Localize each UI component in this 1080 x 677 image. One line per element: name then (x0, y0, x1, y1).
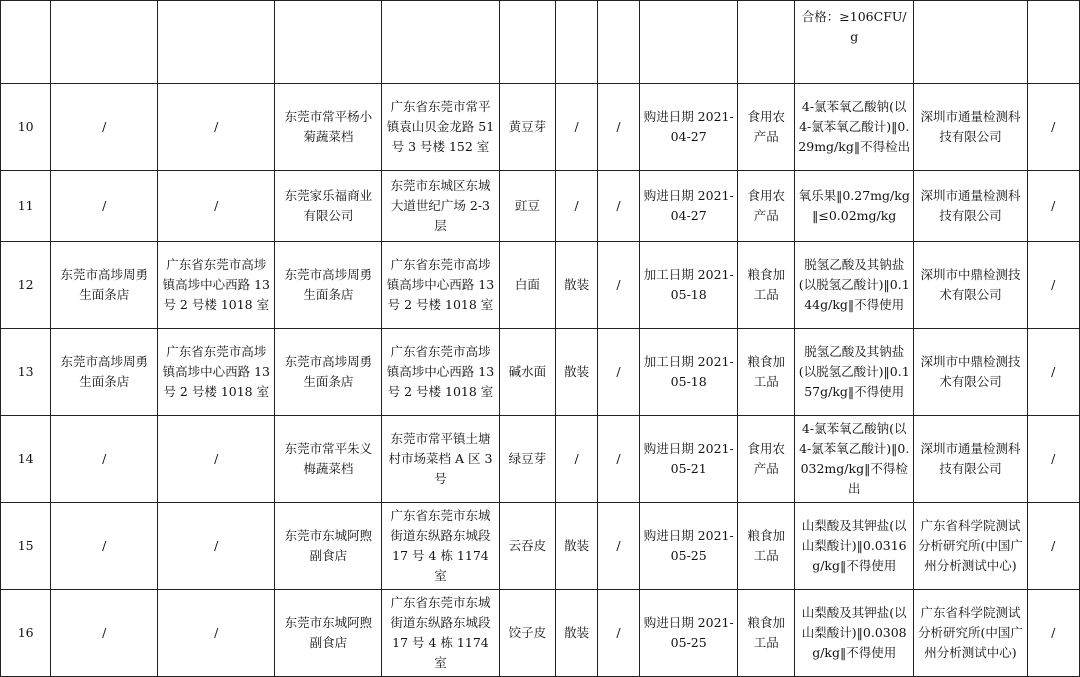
cell-lab (914, 1, 1027, 84)
cell-seller-address: 东莞市东城区东城大道世纪广场 2-3 层 (382, 171, 499, 242)
cell-seller-address: 广东省东莞市东城街道东纵路东城段 17 号 4 栋 1174 室 (382, 503, 499, 590)
cell-seller-address (382, 1, 499, 84)
cell-seller (275, 1, 382, 84)
cell-spec: / (556, 416, 598, 503)
cell-remark: / (1027, 242, 1079, 329)
cell-seller: 东莞市常平杨小菊蔬菜档 (275, 84, 382, 171)
cell-category: 粮食加工品 (738, 242, 795, 329)
cell-remark: / (1027, 416, 1079, 503)
cell-remark: / (1027, 171, 1079, 242)
cell-item: 脱氢乙酸及其钠盐(以脱氢乙酸计)‖0.144g/kg‖不得使用 (795, 242, 914, 329)
cell-date: 加工日期 2021-05-18 (639, 329, 737, 416)
cell-category: 食用农产品 (738, 416, 795, 503)
cell-spec: 散装 (556, 329, 598, 416)
cell-seller: 东莞市常平朱义梅蔬菜档 (275, 416, 382, 503)
cell-producer-address: / (158, 171, 275, 242)
cell-no: 15 (1, 503, 51, 590)
cell-lab: 深圳市通量检测科技有限公司 (914, 416, 1027, 503)
cell-lab: 深圳市通量检测科技有限公司 (914, 84, 1027, 171)
cell-product: 豇豆 (499, 171, 556, 242)
cell-brand: / (598, 590, 640, 677)
cell-producer (51, 1, 158, 84)
cell-producer: / (51, 171, 158, 242)
cell-item: 山梨酸及其钾盐(以山梨酸计)‖0.0308g/kg‖不得使用 (795, 590, 914, 677)
cell-item: 4-氯苯氧乙酸钠(以 4-氯苯氧乙酸计)‖0.032mg/kg‖不得检出 (795, 416, 914, 503)
table-row (1, 242, 1080, 329)
cell-seller-address: 广东省东莞市东城街道东纵路东城段 17 号 4 栋 1174 室 (382, 590, 499, 677)
cell-producer-address: / (158, 84, 275, 171)
table-row (1, 84, 1080, 171)
cell-brand: / (598, 171, 640, 242)
cell-remark: / (1027, 329, 1079, 416)
cell-producer-address: 广东省东莞市高埗镇高埗中心西路 13 号 2 号楼 1018 室 (158, 242, 275, 329)
table-row-continued (1, 1, 1080, 84)
cell-date: 购进日期 2021-04-27 (639, 171, 737, 242)
cell-lab: 深圳市通量检测科技有限公司 (914, 171, 1027, 242)
cell-remark: / (1027, 590, 1079, 677)
cell-brand: / (598, 242, 640, 329)
cell-product: 云吞皮 (499, 503, 556, 590)
cell-producer-address: / (158, 590, 275, 677)
cell-date: 购进日期 2021-05-25 (639, 503, 737, 590)
cell-seller-address: 东莞市常平镇土塘村市场菜档 A 区 3 号 (382, 416, 499, 503)
table-row (1, 171, 1080, 242)
table-row (1, 590, 1080, 677)
cell-spec: / (556, 84, 598, 171)
table-row (1, 329, 1080, 416)
cell-spec: 散装 (556, 503, 598, 590)
cell-seller: 东莞市东城阿煦副食店 (275, 503, 382, 590)
cell-brand: / (598, 329, 640, 416)
cell-producer: / (51, 503, 158, 590)
cell-item: 氧乐果‖0.27mg/kg‖≤0.02mg/kg (795, 171, 914, 242)
cell-category: 粮食加工品 (738, 590, 795, 677)
cell-producer-address: / (158, 503, 275, 590)
cell-spec: / (556, 171, 598, 242)
cell-product: 绿豆芽 (499, 416, 556, 503)
cell-product: 饺子皮 (499, 590, 556, 677)
cell-producer: / (51, 84, 158, 171)
cell-product (499, 1, 556, 84)
cell-no: 13 (1, 329, 51, 416)
cell-producer: 东莞市高埗周勇生面条店 (51, 242, 158, 329)
cell-producer: / (51, 416, 158, 503)
cell-item: 山梨酸及其钾盐(以山梨酸计)‖0.0316g/kg‖不得使用 (795, 503, 914, 590)
cell-remark (1027, 1, 1079, 84)
cell-no: 11 (1, 171, 51, 242)
cell-product: 碱水面 (499, 329, 556, 416)
cell-spec (556, 1, 598, 84)
cell-date: 加工日期 2021-05-18 (639, 242, 737, 329)
cell-lab: 深圳市中鼎检测技术有限公司 (914, 329, 1027, 416)
cell-result: 合格：≥106CFU/g (795, 1, 914, 84)
cell-no: 12 (1, 242, 51, 329)
cell-seller-address: 广东省东莞市高埗镇高埗中心西路 13 号 2 号楼 1018 室 (382, 329, 499, 416)
cell-category: 粮食加工品 (738, 503, 795, 590)
cell-category (738, 1, 795, 84)
cell-date (639, 1, 737, 84)
cell-seller: 东莞家乐福商业有限公司 (275, 171, 382, 242)
cell-brand: / (598, 84, 640, 171)
cell-lab: 广东省科学院测试分析研究所(中国广州分析测试中心) (914, 503, 1027, 590)
cell-seller: 东莞市东城阿煦副食店 (275, 590, 382, 677)
table-row (1, 503, 1080, 590)
cell-lab: 广东省科学院测试分析研究所(中国广州分析测试中心) (914, 590, 1027, 677)
cell-seller-address: 广东省东莞市高埗镇高埗中心西路 13 号 2 号楼 1018 室 (382, 242, 499, 329)
cell-date: 购进日期 2021-04-27 (639, 84, 737, 171)
cell-brand: / (598, 503, 640, 590)
cell-producer-address: 广东省东莞市高埗镇高埗中心西路 13 号 2 号楼 1018 室 (158, 329, 275, 416)
cell-product: 黄豆芽 (499, 84, 556, 171)
cell-item: 4-氯苯氧乙酸钠(以 4-氯苯氧乙酸计)‖0.29mg/kg‖不得检出 (795, 84, 914, 171)
cell-no: 16 (1, 590, 51, 677)
cell-producer: / (51, 590, 158, 677)
cell-seller: 东莞市高埗周勇生面条店 (275, 329, 382, 416)
cell-category: 食用农产品 (738, 171, 795, 242)
cell-producer-address: / (158, 416, 275, 503)
cell-no: 10 (1, 84, 51, 171)
cell-producer-address (158, 1, 275, 84)
cell-date: 购进日期 2021-05-25 (639, 590, 737, 677)
cell-product: 白面 (499, 242, 556, 329)
cell-brand: / (598, 416, 640, 503)
cell-seller-address: 广东省东莞市常平镇袁山贝金龙路 51 号 3 号楼 152 室 (382, 84, 499, 171)
cell-spec: 散装 (556, 242, 598, 329)
cell-brand (598, 1, 640, 84)
cell-lab: 深圳市中鼎检测技术有限公司 (914, 242, 1027, 329)
cell-seller: 东莞市高埗周勇生面条店 (275, 242, 382, 329)
cell-no: 14 (1, 416, 51, 503)
table-row (1, 416, 1080, 503)
cell-spec: 散装 (556, 590, 598, 677)
cell-remark: / (1027, 503, 1079, 590)
cell-no (1, 1, 51, 84)
cell-producer: 东莞市高埗周勇生面条店 (51, 329, 158, 416)
cell-category: 食用农产品 (738, 84, 795, 171)
cell-remark: / (1027, 84, 1079, 171)
cell-date: 购进日期 2021-05-21 (639, 416, 737, 503)
cell-item: 脱氢乙酸及其钠盐(以脱氢乙酸计)‖0.157g/kg‖不得使用 (795, 329, 914, 416)
cell-category: 粮食加工品 (738, 329, 795, 416)
